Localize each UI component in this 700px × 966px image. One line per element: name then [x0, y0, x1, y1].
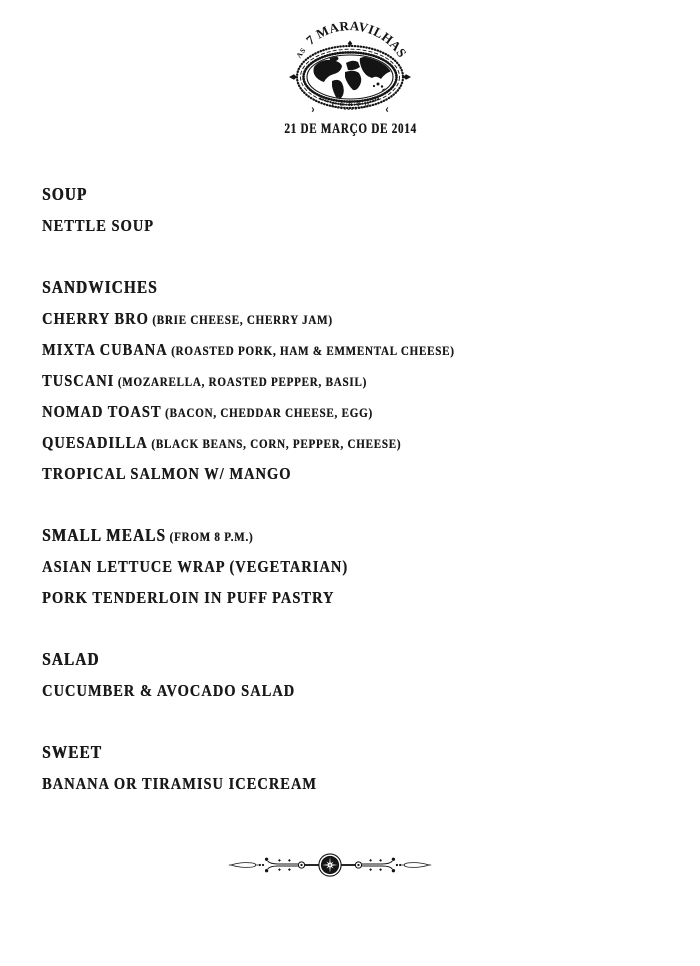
item-name: NETTLE SOUP [42, 216, 155, 235]
menu-item [42, 303, 455, 334]
section-note: (FROM 8 P.M.) [165, 529, 254, 544]
item-desc: (BRIE CHEESE, CHERRY JAM) [148, 312, 333, 327]
menu-section [42, 272, 527, 489]
compass-rose-icon [319, 854, 341, 876]
section-title: SMALL MEALS [42, 525, 166, 545]
item-name: ASIAN LETTUCE WRAP (VEGETARIAN) [42, 557, 349, 576]
item-name: TUSCANI [42, 371, 115, 390]
section-header [42, 737, 455, 768]
item-desc: (BLACK BEANS, CORN, PEPPER, CHEESE) [147, 436, 402, 451]
item-name: TROPICAL SALMON W/ MANGO [42, 464, 292, 483]
menu-item [42, 427, 455, 458]
section-header [42, 520, 455, 551]
item-desc: (BACON, CHEDDAR CHEESE, EGG) [161, 405, 373, 420]
menu-section [42, 644, 527, 706]
menu-date: 21 DE MARÇO DE 2014 [283, 121, 417, 137]
section-header [42, 644, 455, 675]
menu-item [42, 365, 455, 396]
svg-text:AS 7 MARAVILHAS [294, 18, 410, 60]
menu-item [42, 675, 455, 706]
date-row [0, 120, 700, 138]
section-header [42, 179, 455, 210]
menu-item [42, 210, 455, 241]
menu-section [42, 520, 527, 613]
item-name: CUCUMBER & AVOCADO SALAD [42, 681, 296, 700]
footer-divider [226, 845, 434, 885]
item-name: MIXTA CUBANA [42, 340, 168, 359]
item-desc: (MOZARELLA, ROASTED PEPPER, BASIL) [114, 374, 367, 389]
compass-rose-divider-icon [226, 845, 434, 885]
menu-item [42, 551, 455, 582]
logo-city-label: PORTO [331, 102, 374, 108]
section-title: SALAD [42, 649, 100, 669]
menu-body [42, 179, 527, 830]
section-title: SOUP [42, 184, 88, 204]
logo-arc-prefix: AS [294, 45, 308, 60]
menu-item [42, 334, 455, 365]
item-name: BANANA OR TIRAMISU ICECREAM [42, 774, 317, 793]
menu-item [42, 396, 455, 427]
section-title: SANDWICHES [42, 277, 158, 297]
item-name: CHERRY BRO [42, 309, 149, 328]
menu-section [42, 737, 527, 799]
world-map-oval-badge-icon [288, 11, 412, 115]
restaurant-logo [288, 11, 412, 115]
section-title: SWEET [42, 742, 102, 762]
menu-item [42, 458, 455, 489]
section-header [42, 272, 455, 303]
item-name: QUESADILLA [42, 433, 148, 452]
logo-arc-main: 7 MARAVILHAS [302, 18, 410, 61]
item-name: NOMAD TOAST [42, 402, 162, 421]
item-desc: (ROASTED PORK, HAM & EMMENTAL CHEESE) [167, 343, 455, 358]
menu-section [42, 179, 527, 241]
menu-item [42, 582, 455, 613]
menu-item [42, 768, 455, 799]
item-name: PORK TENDERLOIN IN PUFF PASTRY [42, 588, 335, 607]
